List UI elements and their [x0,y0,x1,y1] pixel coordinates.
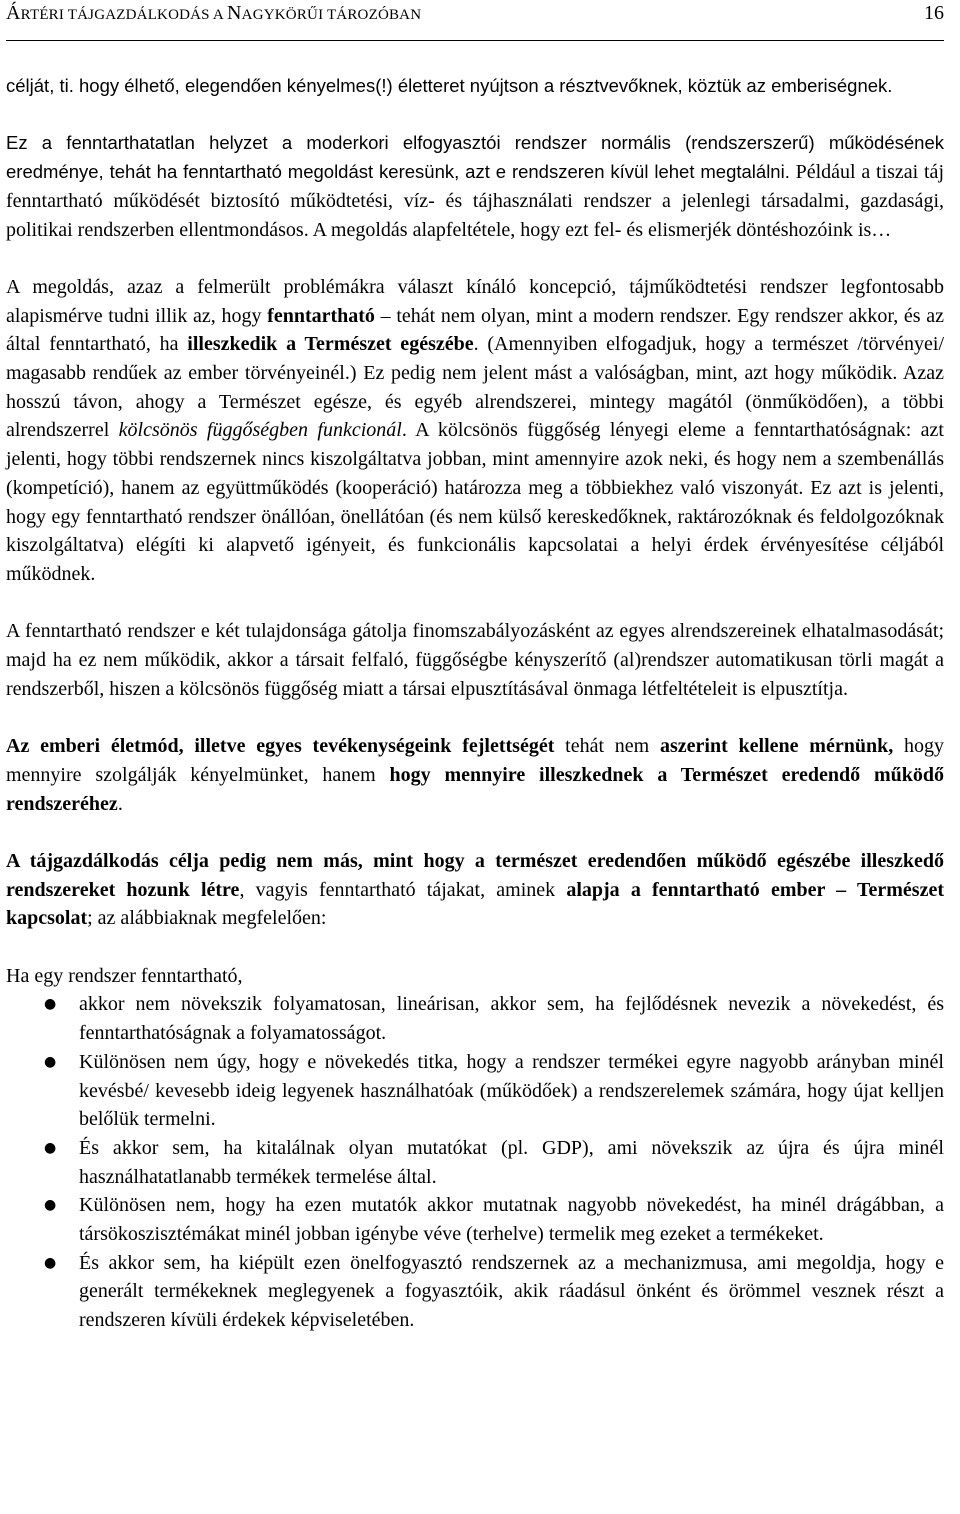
list-item: ● És akkor sem, ha kitalálnak olyan mutatókat (pl. GDP), ami növekszik az újra és újra minél használhatatlanabb termékek termelése által. [6,1134,944,1191]
list-item: ● akkor nem növekszik folyamatosan, lineárisan, akkor sem, ha fejlődésnek nevezik a növekedést, és fenntarthatóságnak a folyamatosságot. [6,990,944,1047]
paragraph-7: Ha egy rendszer fenntartható, [6,964,243,987]
list-item: ● És akkor sem, ha kiépült ezen önelfogyasztó rendszernek az a mechanizmusa, ami megoldja, hogy e generált termékeknek meglegyenek a fogyasztóik, akik ráadásul önként és örömmel vesznek részt a rendszeren kívüli érdekek képviseletében. [6,1249,944,1335]
page-number: 16 [924,2,944,24]
paragraph-1: célját, ti. hogy élhető, elegendően kényelmes(!) életteret nyújtson a résztvevőknek, köztük az emberiségnek. [6,75,893,96]
paragraph-4: A fenntartható rendszer e két tulajdonsága gátolja finomszabályozásként az egyes alrendszereinek elhatalmasodását; majd ha ez nem működik, akkor a társait felfaló, függőségbe kényszerítő (al)rendszer automatikusan törli magát a rendszerből, hiszen a kölcsönös függőség miatt a társai elpusztításával önmaga létfeltételeit is elpusztítja. [6,620,944,700]
list-item: ● Különösen nem úgy, hogy e növekedés titka, hogy a rendszer termékei egyre nagyobb arányban minél kevésbé/ kevesebb ideig legyenek használhatóak (működőek) a rendszerelemek számára, hogy újat kelljen belőlük termelni. [6,1048,944,1134]
header-title: ÁRTÉRI TÁJGAZDÁLKODÁS A NAGYKÖRŰI TÁROZÓBAN [6,2,422,24]
paragraph-6: A tájgazdálkodás célja pedig nem más, mint hogy a természet eredendően működő egészébe illeszkedő rendszereket hozunk létre, vagyis fenntartható tájakat, aminek alapja a fenntartható ember – Természet kapcsolat; az alábbiaknak megfelelően: [6,849,944,930]
bullet-icon: ● [44,996,57,1013]
paragraph-3: A megoldás, azaz a felmerült problémákra választ kínáló koncepció, tájműködtetési rendszer legfontosabb alapismérve tudni illik az, hogy fenntartható – tehát nem olyan, mint a modern rendszer. Egy rendszer akkor, és az által fenntartható, ha illeszkedik a Természet egészébe. (Amennyiben elfogadjuk, hogy a természet /törvényei/ magasabb rendűek az ember törvényeinél.) Ez pedig nem jelent mást a valóságban, mint, azt hogy működik. Azaz hosszú távon, ahogy a Természet egésze, és egyéb alrendszerei, mintegy magától (önműködően), a többi alrendszerrel kölcsönös függőségben funkcionál. A kölcsönös függőség lényegi eleme a fenntarthatóságnak: azt jelenti, hogy többi rendszernek nincs kiszolgáltatva jobban, mint amennyire azok neki, és hogy nem a szembenállás (kompetíció), hanem az együttműködés (kooperáció) határozza meg a többiekhez való viszonyát. Ez azt is jelenti, hogy egy fenntartható rendszer önállóan, önellátóan (és nem külső kereskedőknek, raktározóknak és feldolgozóknak kiszolgáltatva) elégíti ki alapvető igényeit, és funkcionális kapcsolatai a helyi érdek érvényesítése céljából működnek. [6,275,945,585]
bullet-list [6,990,944,1334]
running-header [6,0,944,41]
document-page [6,0,944,1335]
list-item: ● Különösen nem, hogy ha ezen mutatók akkor mutatnak nagyobb növekedést, ha minél drágábban, a társökoszisztémákat minél jobban igénybe véve (terhelve) termelik meg ezeket a termékeket. [6,1191,944,1248]
bullet-icon: ● [44,1139,57,1156]
bullet-icon: ● [44,1254,57,1271]
bullet-icon: ● [44,1053,57,1070]
bullet-icon: ● [44,1197,57,1214]
paragraph-5: Az emberi életmód, illetve egyes tevékenységeink fejlettségét tehát nem aszerint kellene mérnünk, hogy mennyire szolgálják kényelmünket, hanem hogy mennyire illeszkednek a Természet eredendő működő rendszeréhez. [6,735,944,815]
paragraph-2: Ez a fenntarthatatlan helyzet a moderkori elfogyasztói rendszer normális (rendszerszerű) működésének eredménye, tehát ha fenntartható megoldást keresünk, azt e rendszeren kívül lehet megtalálni. Például a tiszai táj fenntartható működését biztosító működtetési, víz- és tájhasználati rendszer a jelenlegi társadalmi, gazdasági, politikai rendszerben ellentmondásos. A megoldás alapfeltétele, hogy ezt fel- és elismerjék döntéshozóink is… [6,132,944,241]
